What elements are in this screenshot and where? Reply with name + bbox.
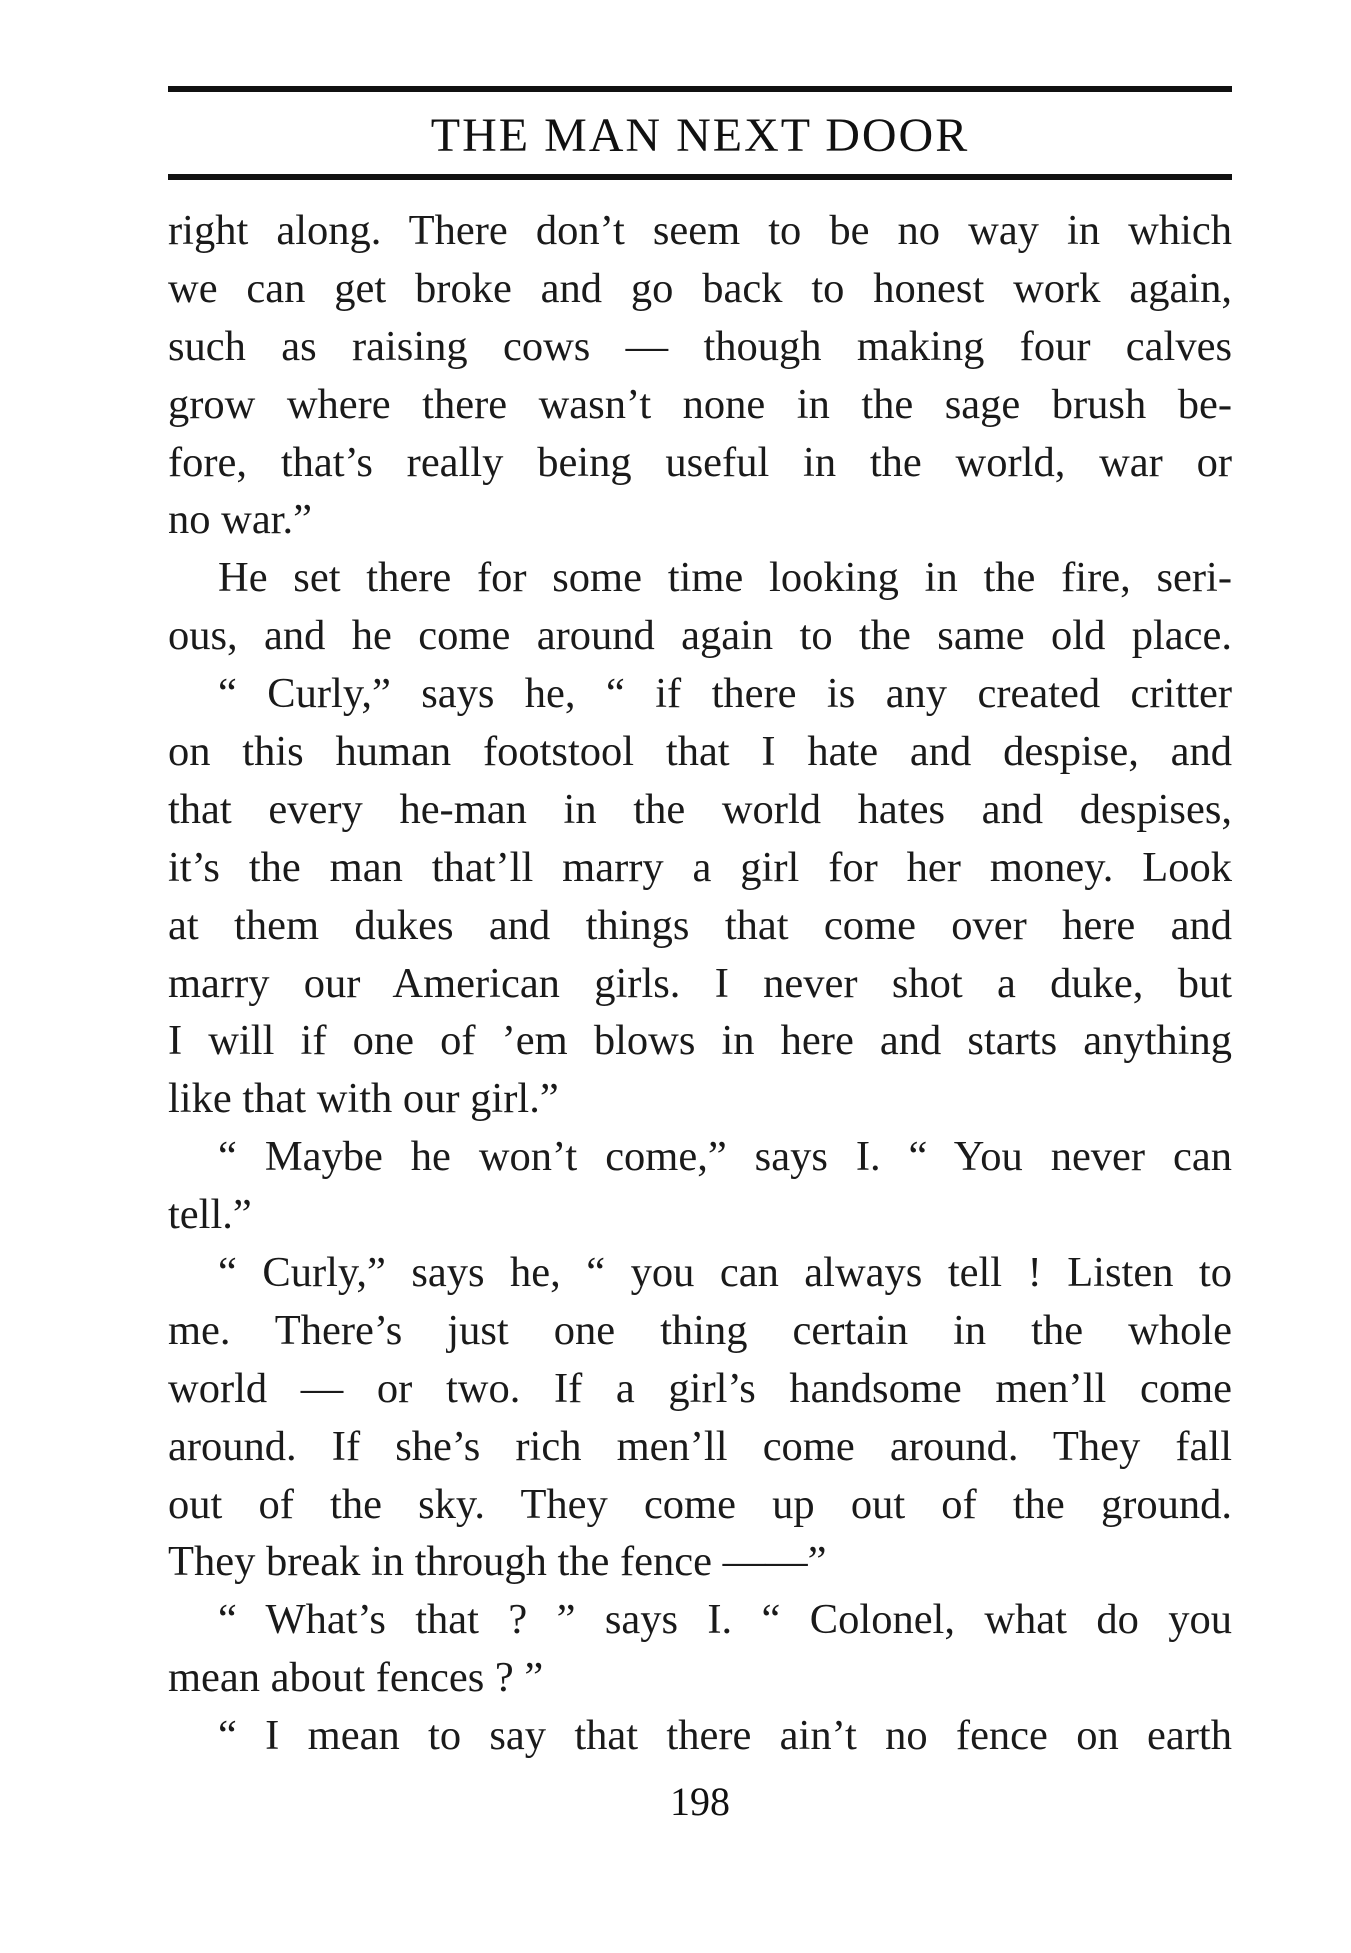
text-line: I will if one of ’em blows in here and starts anything: [168, 1017, 1232, 1065]
text-line: no war.”: [168, 496, 312, 544]
text-line: it’s the man that’ll marry a girl for her money. Look: [168, 843, 1232, 891]
text-line: “ I mean to say that there ain’t no fence on earth: [218, 1712, 1232, 1760]
text-line: They break in through the fence ——”: [168, 1538, 827, 1586]
page-number: 198: [670, 1779, 730, 1824]
running-title: THE MAN NEXT DOOR: [430, 109, 970, 162]
text-line: ous, and he come around again to the same old place.: [168, 612, 1232, 660]
header-rule-top: [168, 86, 1232, 92]
text-line: at them dukes and things that come over here and: [168, 901, 1232, 949]
text-line: “ Maybe he won’t come,” says I. “ You never can: [218, 1133, 1232, 1181]
header-rule-bottom: [168, 174, 1232, 180]
text-line: out of the sky. They come up out of the ground.: [168, 1480, 1232, 1528]
text-line: tell.”: [168, 1191, 252, 1239]
text-line: like that with our girl.”: [168, 1075, 559, 1123]
text-line: right along. There don’t seem to be no way in which: [168, 207, 1232, 254]
text-line: me. There’s just one thing certain in the whole: [168, 1306, 1232, 1354]
text-line: we can get broke and go back to honest work again,: [168, 264, 1232, 312]
text-line: around. If she’s rich men’ll come around. They fall: [168, 1422, 1232, 1470]
text-line: world — or two. If a girl’s handsome men’ll come: [168, 1364, 1232, 1412]
text-line: grow where there wasn’t none in the sage brush be-: [168, 380, 1232, 428]
text-line: such as raising cows — though making four calves: [168, 322, 1232, 370]
text-line: “ Curly,” says he, “ if there is any created critter: [218, 670, 1232, 718]
text-line: marry our American girls. I never shot a duke, but: [168, 959, 1232, 1007]
text-line: on this human footstool that I hate and despise, and: [168, 728, 1232, 776]
text-line: that every he-man in the world hates and despises,: [168, 785, 1232, 833]
text-line: mean about fences ? ”: [168, 1654, 544, 1702]
text-line: fore, that’s really being useful in the world, war or: [168, 438, 1232, 486]
text-line: “ What’s that ? ” says I. “ Colonel, what do you: [218, 1596, 1232, 1644]
text-line: “ Curly,” says he, “ you can always tell ! Listen to: [218, 1249, 1232, 1297]
body-text: [168, 202, 1232, 1765]
text-line: He set there for some time looking in the fire, seri-: [218, 554, 1232, 602]
